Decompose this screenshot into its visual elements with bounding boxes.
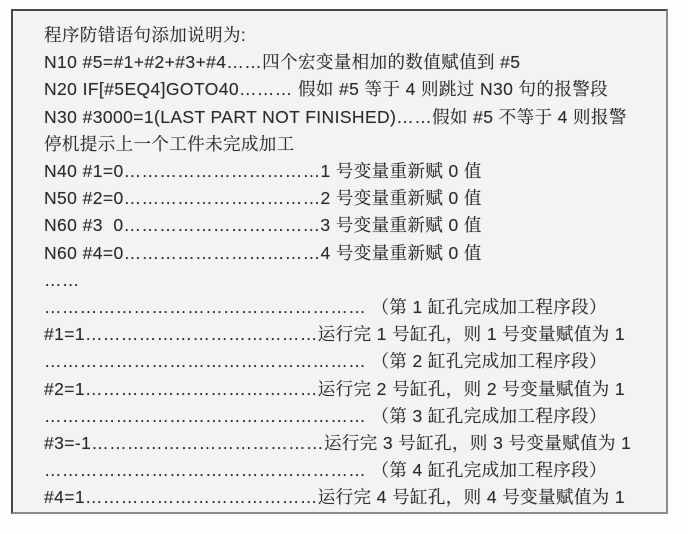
code-line-n40: N40 #1=0……………………………1 号变量重新赋 0 值 bbox=[44, 161, 482, 182]
comment-cylinder-1: ……………………………………………… （第 1 缸孔完成加工程序段） bbox=[44, 297, 607, 318]
comment-cylinder-2: ……………………………………………… （第 2 缸孔完成加工程序段） bbox=[44, 351, 607, 372]
comment-cylinder-3: ……………………………………………… （第 3 缸孔完成加工程序段） bbox=[44, 405, 607, 426]
program-note-box bbox=[11, 9, 668, 514]
code-line-n10: N10 #5=#1+#2+#3+#4……四个宏变量相加的数值赋值到 #5 bbox=[44, 52, 521, 73]
ellipsis-separator: …… bbox=[44, 269, 80, 290]
assignment-var2: #2=1…………………………………运行完 2 号缸孔，则 2 号变量赋值为 1 bbox=[44, 378, 626, 399]
intro-line: 程序防错语句添加说明为: bbox=[44, 25, 247, 45]
code-line-n20: N20 IF[#5EQ4]GOTO40……… 假如 #5 等于 4 则跳过 N30 句的报警段 bbox=[44, 79, 609, 100]
assignment-var1: #1=1…………………………………运行完 1 号缸孔，则 1 号变量赋值为 1 bbox=[44, 324, 626, 345]
code-line-n60-var4: N60 #4=0……………………………4 号变量重新赋 0 值 bbox=[44, 242, 482, 263]
assignment-var3: #3=-1…………………………………运行完 3 号缸孔，则 3 号变量赋值为 1 bbox=[44, 433, 632, 454]
comment-cylinder-4: ……………………………………………… （第 4 缸孔完成加工程序段） bbox=[44, 460, 607, 481]
code-line-n30-continuation: 停机提示上一个工件未完成加工 bbox=[44, 133, 295, 154]
code-line-n30: N30 #3000=1(LAST PART NOT FINISHED)……假如 #5 不等于 4 则报警 bbox=[44, 106, 627, 127]
code-line-n50: N50 #2=0……………………………2 号变量重新赋 0 值 bbox=[44, 188, 482, 209]
assignment-var4: #4=1…………………………………运行完 4 号缸孔，则 4 号变量赋值为 1 bbox=[44, 487, 626, 508]
code-line-n60-var3: N60 #3 0……………………………3 号变量重新赋 0 值 bbox=[44, 215, 482, 236]
